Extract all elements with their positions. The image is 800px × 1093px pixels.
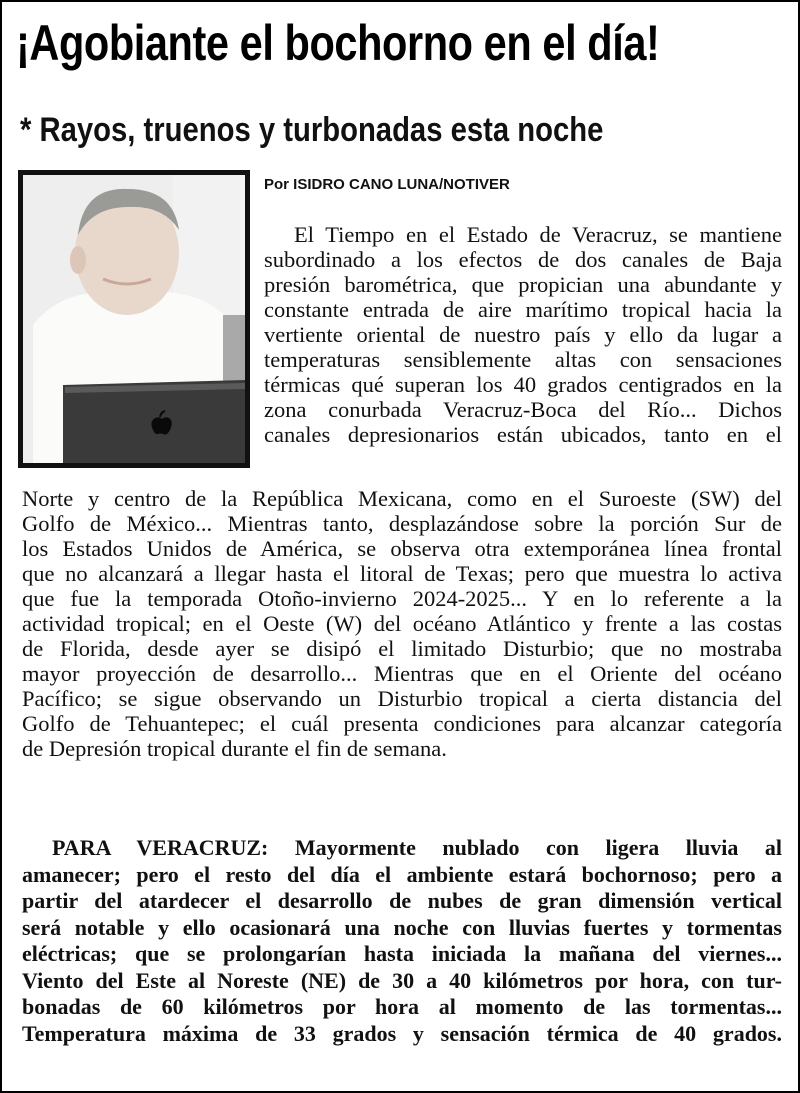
body-line: que no alcanzará a llegar hasta el litoral de Texas; pero que muestra lo activa [22, 561, 782, 586]
forecast-line: Temperatura máxima de 33 grados y sensación térmica de 40 grados. [22, 1020, 782, 1046]
body-line: temperaturas sensiblemente altas con sensaciones [264, 347, 782, 372]
body-line: de Depresión tropical durante el fin de semana. [22, 736, 447, 761]
body-line: subordinado a los efectos de dos canales de Baja [264, 247, 782, 272]
author-photo-illustration [23, 175, 245, 463]
body-line: Norte y centro de la República Mexicana, como en el Suroeste (SW) del [22, 486, 782, 511]
body-line: Golfo de México... Mientras tanto, desplazándose sobre la porción Sur de [22, 511, 782, 536]
article-body-right-column [264, 222, 782, 447]
body-line: zona conurbada Veracruz-Boca del Río... Dichos [264, 397, 782, 422]
body-line: canales depresionarios están ubicados, tanto en el [264, 422, 782, 447]
subheadline: * Rayos, truenos y turbonadas esta noche [20, 111, 604, 149]
forecast-line: eléctricas; que se prolongarían hasta iniciada la mañana del viernes... [22, 941, 782, 966]
byline: Por ISIDRO CANO LUNA/NOTIVER [264, 176, 510, 193]
body-line: Golfo de Tehuantepec; el cuál presenta condiciones para alcanzar categoría [22, 711, 782, 736]
forecast-line: partir del atardecer el desarrollo de nubes de gran dimensión vertical [22, 888, 782, 913]
body-line: presión barométrica, que propician una abundante y [264, 272, 782, 297]
article-body-full-width [22, 486, 782, 761]
forecast-line: amanecer; pero el resto del día el ambiente estará bochornoso; pero a [22, 861, 782, 887]
body-line: El Tiempo en el Estado de Veracruz, se mantiene [294, 222, 782, 247]
forecast-line: Viento del Este al Noreste (NE) de 30 a 40 kilómetros por hora, con tur- [22, 967, 782, 993]
author-photo [18, 170, 250, 468]
veracruz-forecast [22, 835, 782, 1047]
photo-scene [23, 175, 245, 463]
headline: ¡Agobiante el bochorno en el día! [16, 15, 660, 71]
body-line: que fue la temporada Otoño-invierno 2024-2025... Y en lo referente a la [22, 586, 782, 611]
body-line: vertiente oriental de nuestro país y ello da lugar a [264, 322, 782, 347]
body-line: térmicas qué superan los 40 grados centigrados en la [264, 372, 782, 397]
body-line: actividad tropical; en el Oeste (W) del océano Atlántico y frente a las costas [22, 611, 782, 636]
forecast-line: será notable y ello ocasionará una noche con lluvias fuertes y tormentas [22, 914, 782, 940]
forecast-line: PARA VERACRUZ: Mayormente nublado con ligera lluvia al [52, 835, 782, 860]
body-line: mayor proyección de desarrollo... Mientras que en el Oriente del océano [22, 661, 782, 686]
body-line: los Estados Unidos de América, se observa otra extemporánea línea frontal [22, 536, 782, 561]
body-line: de Florida, desde ayer se disipó el limitado Disturbio; que no mostraba [22, 636, 782, 661]
body-line: constante entrada de aire marítimo tropical hacia la [264, 297, 782, 322]
forecast-line: bonadas de 60 kilómetros por hora al momento de las tormentas... [22, 994, 782, 1019]
body-line: Pacífico; se sigue observando un Disturbio tropical a cierta distancia del [22, 686, 782, 711]
